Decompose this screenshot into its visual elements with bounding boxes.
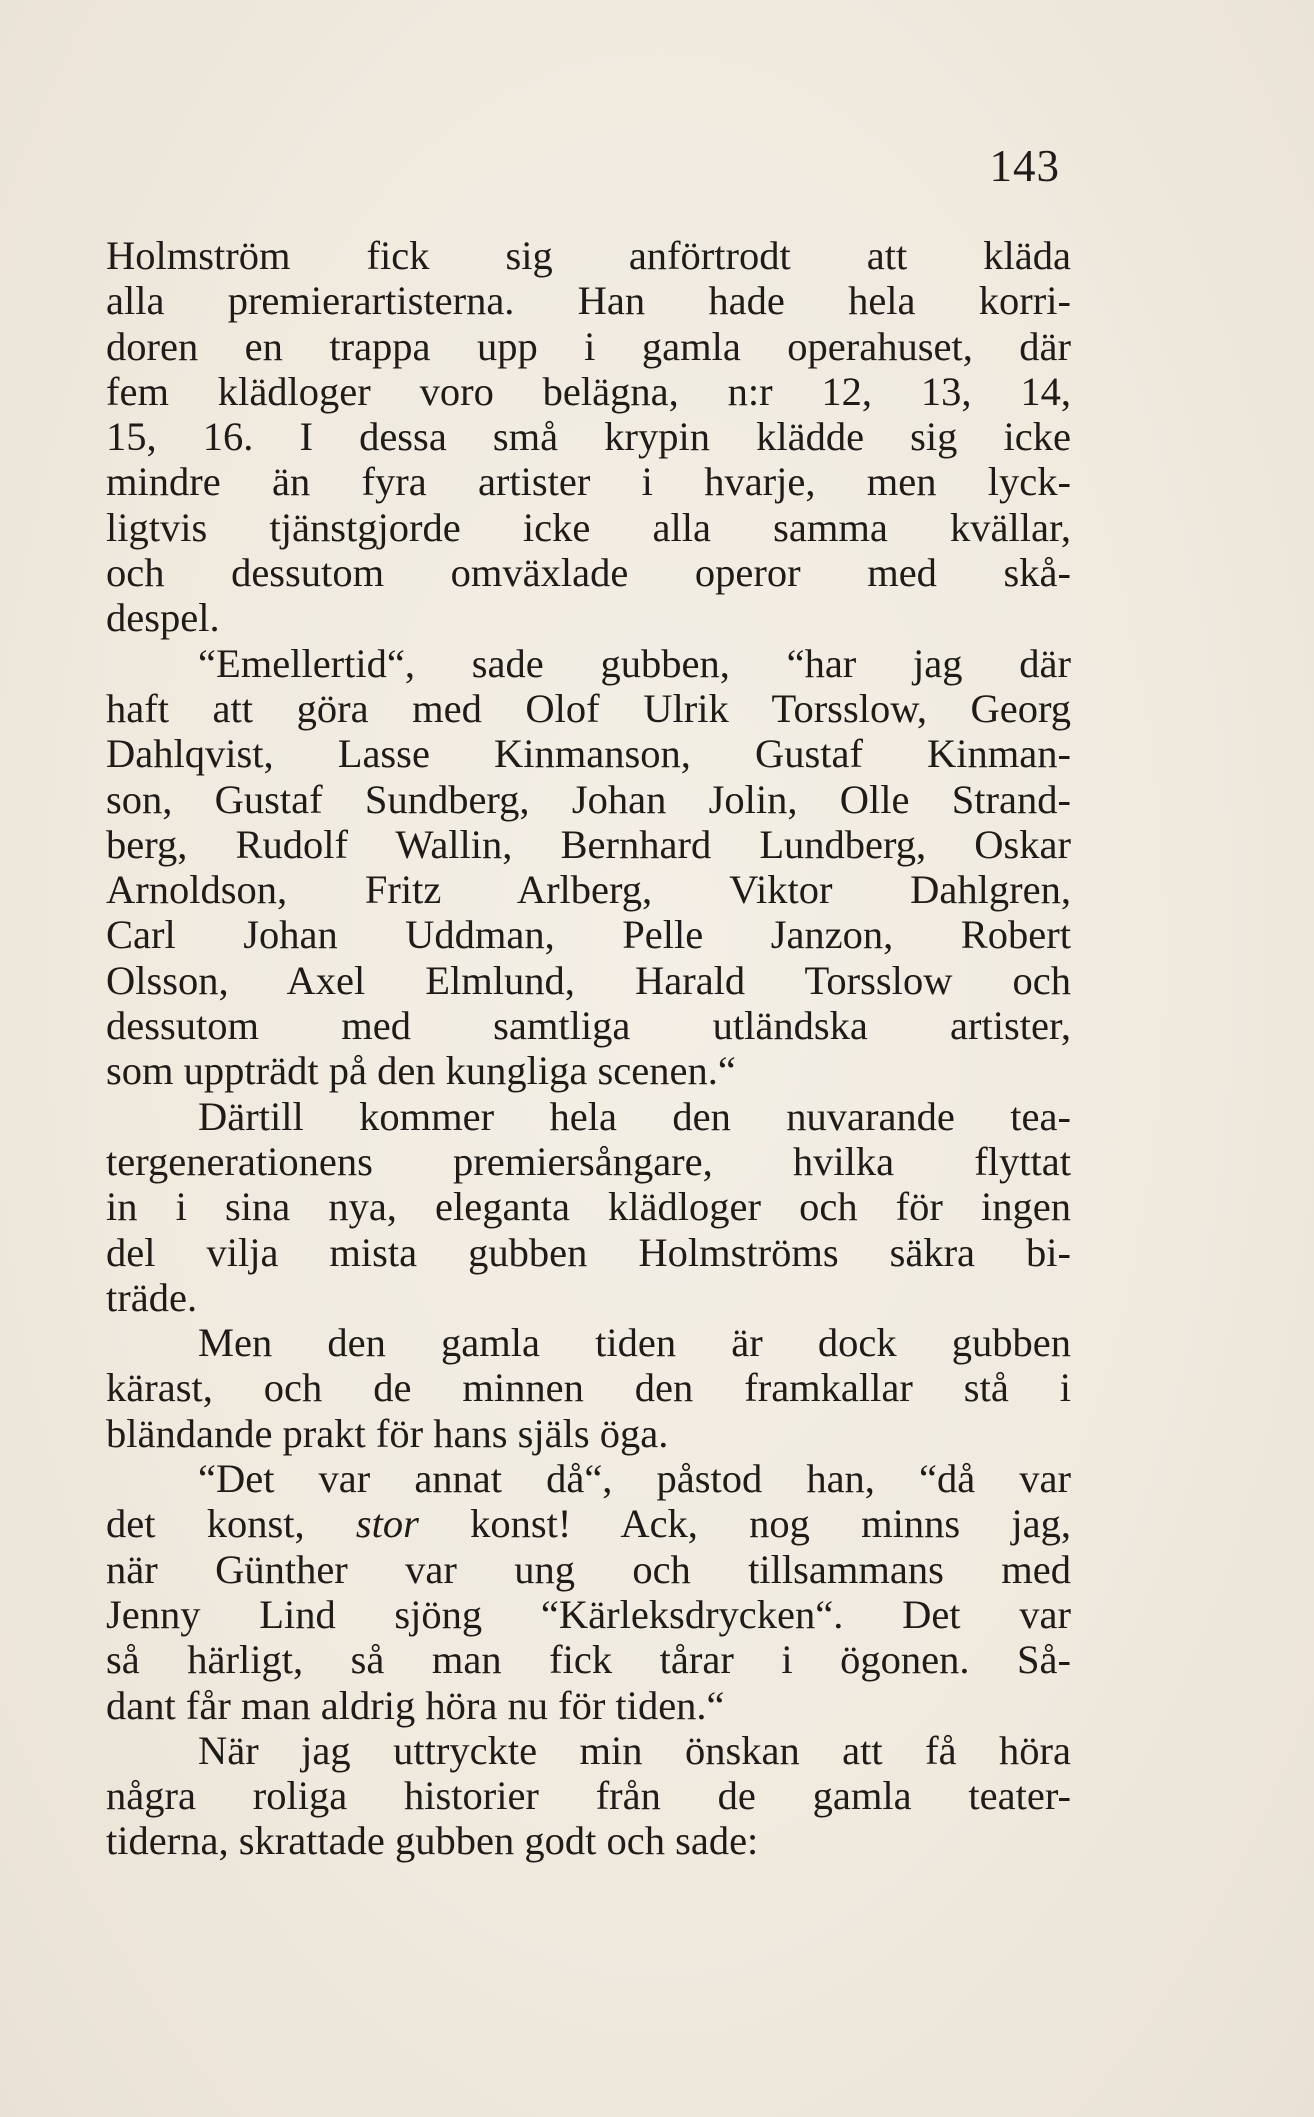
text-line: dant får man aldrig höra nu för tiden.“	[106, 1682, 725, 1728]
text-line: Olsson, Axel Elmlund, Harald Torsslow och	[106, 957, 1071, 1003]
text-line: 15, 16. I dessa små krypin klädde sig icke	[106, 414, 1071, 460]
text-line: Dahlqvist, Lasse Kinmanson, Gustaf Kinman-	[106, 731, 1071, 777]
paragraph	[106, 1456, 1071, 1728]
text-line: och dessutom omväxlade operor med skå-	[106, 550, 1071, 596]
paragraph	[106, 641, 1071, 1094]
text-line: haft att göra med Olof Ulrik Torsslow, Georg	[106, 685, 1071, 731]
text-line: det konst, stor konst! Ack, nog minns jag,	[106, 1501, 1071, 1547]
text-line: när Günther var ung och tillsammans med	[106, 1546, 1071, 1592]
text-line: ligtvis tjänstgjorde icke alla samma kvällar,	[106, 504, 1071, 550]
text-line: Arnoldson, Fritz Arlberg, Viktor Dahlgren,	[106, 867, 1071, 913]
text-line: dessutom med samtliga utländska artister,	[106, 1003, 1071, 1049]
text-line: in i sina nya, eleganta klädloger och för ingen	[106, 1184, 1071, 1230]
paragraph	[106, 1094, 1071, 1320]
text-line: “Emellertid“, sade gubben, “har jag där	[198, 640, 1071, 686]
paragraph	[106, 1320, 1071, 1456]
text-line: så härligt, så man fick tårar i ögonen. Så-	[106, 1637, 1071, 1683]
text-line: bländande prakt för hans själs öga.	[106, 1410, 669, 1456]
text-line: tiderna, skrattade gubben godt och sade:	[106, 1818, 759, 1864]
text-line: tergenerationens premiersångare, hvilka flyttat	[106, 1138, 1071, 1184]
paragraph	[106, 1728, 1071, 1864]
text-line: Men den gamla tiden är dock gubben	[198, 1320, 1071, 1366]
body-text	[106, 233, 1071, 1864]
text-line: doren en trappa upp i gamla operahuset, där	[106, 323, 1071, 369]
paragraph	[106, 233, 1071, 641]
text-line: som uppträdt på den kungliga scenen.“	[106, 1048, 736, 1094]
text-line: “Det var annat då“, påstod han, “då var	[198, 1456, 1071, 1502]
text-line: några roliga historier från de gamla teater-	[106, 1773, 1071, 1819]
text-line: fem klädloger voro belägna, n:r 12, 13, 14,	[106, 368, 1071, 414]
text-line: despel.	[106, 595, 220, 641]
text-line: son, Gustaf Sundberg, Johan Jolin, Olle Strand-	[106, 776, 1071, 822]
text-line: Därtill kommer hela den nuvarande tea-	[198, 1093, 1071, 1139]
text-line: kärast, och de minnen den framkallar stå i	[106, 1365, 1071, 1411]
page-number: 143	[989, 141, 1060, 191]
text-line: Jenny Lind sjöng “Kärleksdrycken“. Det var	[106, 1591, 1071, 1637]
text-line: del vilja mista gubben Holmströms säkra bi-	[106, 1229, 1071, 1275]
text-line: berg, Rudolf Wallin, Bernhard Lundberg, Oskar	[106, 821, 1071, 867]
text-line: alla premierartisterna. Han hade hela korri-	[106, 278, 1071, 324]
text-line: mindre än fyra artister i hvarje, men lyck-	[106, 459, 1071, 505]
text-line: Holmström fick sig anförtrodt att kläda	[106, 233, 1071, 278]
text-line: träde.	[106, 1274, 198, 1320]
text-line: Carl Johan Uddman, Pelle Janzon, Robert	[106, 912, 1071, 958]
text-line: När jag uttryckte min önskan att få höra	[198, 1727, 1071, 1773]
